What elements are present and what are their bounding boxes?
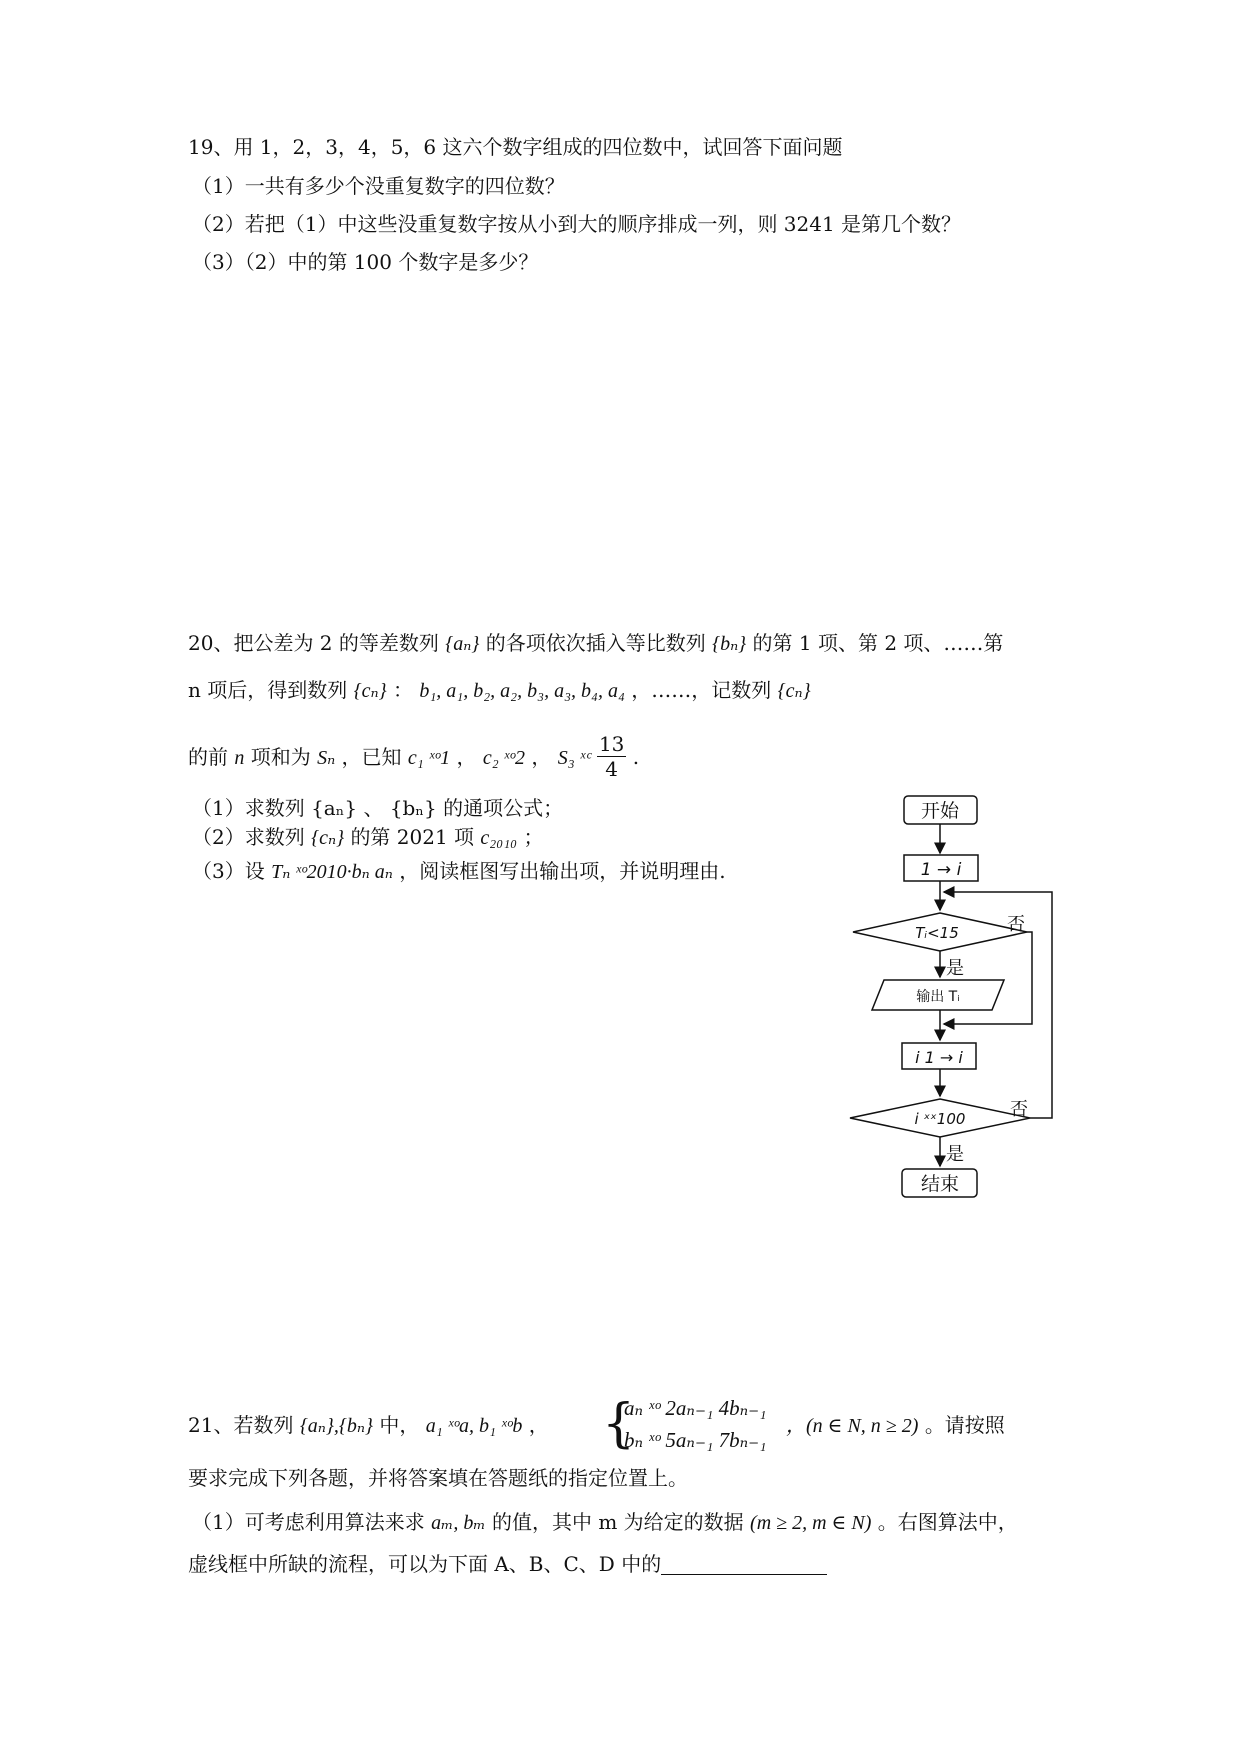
fraction-denominator: 4 [605, 757, 619, 781]
q21-line2: 要求完成下列各题，并将答案填在答题纸的指定位置上。 [188, 1466, 688, 1490]
seq-ab: {aₙ},{bₙ} [299, 1415, 374, 1437]
given-s3: S₃ ˣᶜ [557, 747, 591, 769]
q21-text: 的值，其中 m 为给定的数据 [491, 1510, 744, 1534]
seq-c: {cₙ} [777, 680, 811, 702]
q19-part3: （3）（2）中的第 100 个数字是多少？ [192, 250, 539, 274]
fraction-numerator: 13 [598, 732, 625, 756]
q21-line4 [188, 1550, 827, 1578]
var-n: n [234, 747, 245, 769]
seq-c: {cₙ} [353, 680, 387, 702]
flow-init-label: 1 → i [920, 860, 962, 880]
q20-text: 的各项依次插入等比数列 [485, 631, 706, 655]
q20-text: 的第 2021 项 [350, 825, 475, 849]
flow-end-label: 结束 [920, 1173, 960, 1195]
q21-text: 虚线框中所缺的流程，可以为下面 A、B、C、D 中的 [188, 1552, 662, 1576]
flow-incr-label: i 1 → i [915, 1048, 963, 1067]
q20-text: 20、把公差为 2 的等差数列 [188, 631, 439, 655]
flow-output-label: 输出 Tᵢ [916, 989, 960, 1005]
q21-line1 [188, 1411, 549, 1440]
q21-text: 中， [379, 1413, 420, 1437]
q20-text: （2）求数列 [192, 825, 305, 849]
formula-tn: Tₙ ˣᵒ2010·bₙ aₙ [271, 861, 393, 883]
q21-text: ， [528, 1413, 549, 1437]
q20-text: ， [531, 745, 552, 769]
flow-cond1-label: Tᵢ<15 [915, 924, 959, 942]
q20-text: ，阅读框图写出输出项，并说明理由. [399, 859, 726, 883]
q21-text: 。请按照 [924, 1413, 1005, 1437]
answer-blank[interactable] [661, 1554, 827, 1575]
q20-text: ； [523, 825, 544, 849]
q19-part1: （1）一共有多少个没重复数字的四位数？ [192, 174, 565, 198]
q21-text: 。右图算法中， [877, 1510, 1018, 1534]
q19-part2: （2）若把（1）中这些没重复数字按从小到大的顺序排成一列，则 3241 是第几个数？ [192, 212, 962, 236]
q20-text: 的第 1 项、第 2 项、……第 [752, 631, 1004, 655]
values-am-bm: aₘ, bₘ [431, 1512, 486, 1534]
q20-text: ，已知 [341, 745, 402, 769]
q20-text: （3）设 [192, 859, 265, 883]
q20-text: ： [392, 678, 413, 702]
seq-b: {bₙ} [712, 633, 747, 655]
q20-text: 项和为 [250, 745, 311, 769]
q20-text: n 项后，得到数列 [188, 678, 348, 702]
given-c1: c₁ ˣᵒ1 [407, 747, 451, 769]
flow-start-label: 开始 [920, 800, 960, 822]
q20-text: ， [456, 745, 477, 769]
q21-part1 [192, 1508, 1018, 1537]
q21-text: 21、若数列 [188, 1413, 294, 1437]
flow-yes1-label: 是 [946, 958, 964, 979]
q21-line1-end [786, 1411, 1005, 1440]
q20-text: ，……，记数列 [631, 678, 772, 702]
flow-no1-label: 否 [1007, 914, 1025, 935]
system-eq2: bₙ ˣᵒ 5aₙ₋₁ 7bₙ₋₁ [624, 1428, 767, 1452]
flow-cond2-label: i ˣˣ100 [914, 1110, 966, 1128]
seq-a: {aₙ} [445, 633, 480, 655]
flow-no2-label: 否 [1010, 1099, 1028, 1120]
q20-text: . [632, 745, 640, 769]
q21-text: （1）可考虑利用算法来求 [192, 1510, 425, 1534]
flow-yes2-label: 是 [946, 1144, 964, 1165]
q20-part1: （1）求数列 {aₙ} 、 {bₙ} 的通项公式； [192, 796, 564, 820]
q20-text: 的前 [188, 745, 228, 769]
sequence-terms: b₁, a₁, b₂, a₂, b₃, a₃, b₄, a₄ [419, 680, 625, 702]
q19-stem: 19、用 1，2，3，4，5，6 这六个数字组成的四位数中，试回答下面问题 [188, 135, 843, 159]
given-c2: c₂ ˣᵒ2 [482, 747, 525, 769]
seq-c: {cₙ} [311, 827, 345, 849]
condition-n: ，(n ∈ N, n ≥ 2) [786, 1415, 919, 1437]
sum-sn: Sₙ [317, 747, 336, 769]
brace-symbol: { [602, 1394, 636, 1454]
term-c2010: c₂₀₁₀ [480, 827, 518, 849]
system-eq1: aₙ ˣᵒ 2aₙ₋₁ 4bₙ₋₁ [624, 1396, 767, 1420]
condition-m: (m ≥ 2, m ∈ N) [750, 1512, 872, 1534]
initial-values: a₁ ˣᵒa, b₁ ˣᵒb [425, 1415, 523, 1437]
